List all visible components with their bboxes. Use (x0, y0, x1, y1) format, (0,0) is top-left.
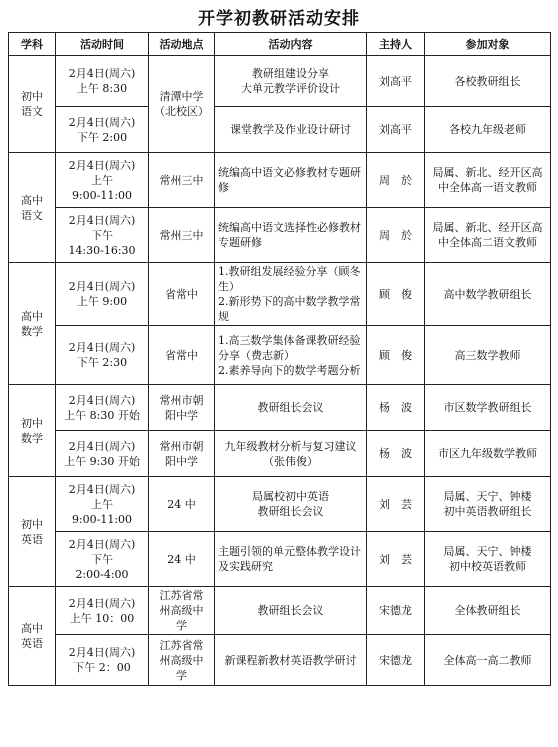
place-cell: 江苏省常 州高级中 学 (149, 635, 215, 686)
content-cell: 主题引领的单元整体教学设计及实践研究 (215, 532, 367, 587)
place-cell: 清潭中学 （北校区） (149, 56, 215, 153)
content-cell: 1.高三数学集体备课教研经验分享（费志新） 2.素养导向下的数学考题分析 (215, 326, 367, 385)
table-row (9, 326, 551, 385)
content-cell: 1.教研组发展经验分享（顾冬生） 2.新形势下的高中数学教学常规 (215, 263, 367, 326)
subject-cell: 高中 英语 (9, 587, 56, 686)
time-cell: 2月4日(周六) 上午 9:00-11:00 (56, 477, 149, 532)
host-cell: 刘 芸 (367, 477, 425, 532)
target-cell: 局属、新北、经开区高中全体高一语文教师 (425, 153, 551, 208)
time-cell: 2月4日(周六) 下午 2:00-4:00 (56, 532, 149, 587)
place-cell: 常州市朝 阳中学 (149, 385, 215, 431)
target-cell: 全体教研组长 (425, 587, 551, 635)
table-row (9, 635, 551, 686)
host-cell: 杨 波 (367, 431, 425, 477)
time-cell: 2月4日(周六) 上午 10：00 (56, 587, 149, 635)
table-row (9, 208, 551, 263)
table-row (9, 431, 551, 477)
content-cell: 局属校初中英语 教研组长会议 (215, 477, 367, 532)
subject-cell: 初中 英语 (9, 477, 56, 587)
host-cell: 刘高平 (367, 56, 425, 107)
subject-cell: 初中 数学 (9, 385, 56, 477)
target-cell: 局属、天宁、钟楼 初中英语教研组长 (425, 477, 551, 532)
target-cell: 市区数学教研组长 (425, 385, 551, 431)
host-cell: 杨 波 (367, 385, 425, 431)
place-cell: 常州三中 (149, 208, 215, 263)
time-cell: 2月4日(周六) 下午 2:00 (56, 107, 149, 153)
time-cell: 2月4日(周六) 下午 2：00 (56, 635, 149, 686)
host-cell: 顾 俊 (367, 326, 425, 385)
target-cell: 各校九年级老师 (425, 107, 551, 153)
time-cell: 2月4日(周六) 上午 8:30 开始 (56, 385, 149, 431)
time-cell: 2月4日(周六) 上午 9:00 (56, 263, 149, 326)
time-cell: 2月4日(周六) 上午 9:00-11:00 (56, 153, 149, 208)
host-cell: 刘 芸 (367, 532, 425, 587)
content-cell: 教研组长会议 (215, 587, 367, 635)
schedule-table (8, 32, 551, 686)
place-cell: 常州市朝 阳中学 (149, 431, 215, 477)
target-cell: 高三数学教师 (425, 326, 551, 385)
col-header-place: 活动地点 (149, 33, 215, 56)
table-row (9, 587, 551, 635)
place-cell: 省常中 (149, 326, 215, 385)
time-cell: 2月4日(周六) 上午 8:30 (56, 56, 149, 107)
subject-cell: 初中 语文 (9, 56, 56, 153)
subject-cell: 高中 数学 (9, 263, 56, 385)
target-cell: 局属、新北、经开区高中全体高二语文教师 (425, 208, 551, 263)
content-cell: 新课程新教材英语教学研讨 (215, 635, 367, 686)
time-cell: 2月4日(周六) 下午 14:30-16:30 (56, 208, 149, 263)
page-title: 开学初教研活动安排 (198, 9, 360, 29)
subject-cell: 高中 语文 (9, 153, 56, 263)
target-cell: 市区九年级数学教师 (425, 431, 551, 477)
table-row (9, 107, 551, 153)
host-cell: 顾 俊 (367, 263, 425, 326)
content-cell: 教研组建设分享 大单元教学评价设计 (215, 56, 367, 107)
host-cell: 宋德龙 (367, 635, 425, 686)
place-cell: 江苏省常 州高级中 学 (149, 587, 215, 635)
host-cell: 刘高平 (367, 107, 425, 153)
col-header-target: 参加对象 (425, 33, 551, 56)
table-row (9, 153, 551, 208)
col-header-time: 活动时间 (56, 33, 149, 56)
host-cell: 周 於 (367, 153, 425, 208)
place-cell: 24 中 (149, 532, 215, 587)
content-cell: 课堂教学及作业设计研讨 (215, 107, 367, 153)
content-cell: 教研组长会议 (215, 385, 367, 431)
content-cell: 统编高中语文必修教材专题研修 (215, 153, 367, 208)
table-row (9, 477, 551, 532)
content-cell: 统编高中语文选择性必修教材专题研修 (215, 208, 367, 263)
host-cell: 周 於 (367, 208, 425, 263)
target-cell: 全体高一高二教师 (425, 635, 551, 686)
time-cell: 2月4日(周六) 下午 2:30 (56, 326, 149, 385)
time-cell: 2月4日(周六) 上午 9:30 开始 (56, 431, 149, 477)
col-header-subject: 学科 (9, 33, 56, 56)
target-cell: 高中数学教研组长 (425, 263, 551, 326)
content-cell: 九年级教材分析与复习建议（张伟俊） (215, 431, 367, 477)
col-header-content: 活动内容 (215, 33, 367, 56)
target-cell: 各校教研组长 (425, 56, 551, 107)
table-row (9, 263, 551, 326)
place-cell: 24 中 (149, 477, 215, 532)
table-row (9, 56, 551, 107)
host-cell: 宋德龙 (367, 587, 425, 635)
table-row (9, 385, 551, 431)
target-cell: 局属、天宁、钟楼 初中校英语教师 (425, 532, 551, 587)
place-cell: 常州三中 (149, 153, 215, 208)
table-row (9, 532, 551, 587)
place-cell: 省常中 (149, 263, 215, 326)
header-row (9, 33, 551, 56)
col-header-host: 主持人 (367, 33, 425, 56)
